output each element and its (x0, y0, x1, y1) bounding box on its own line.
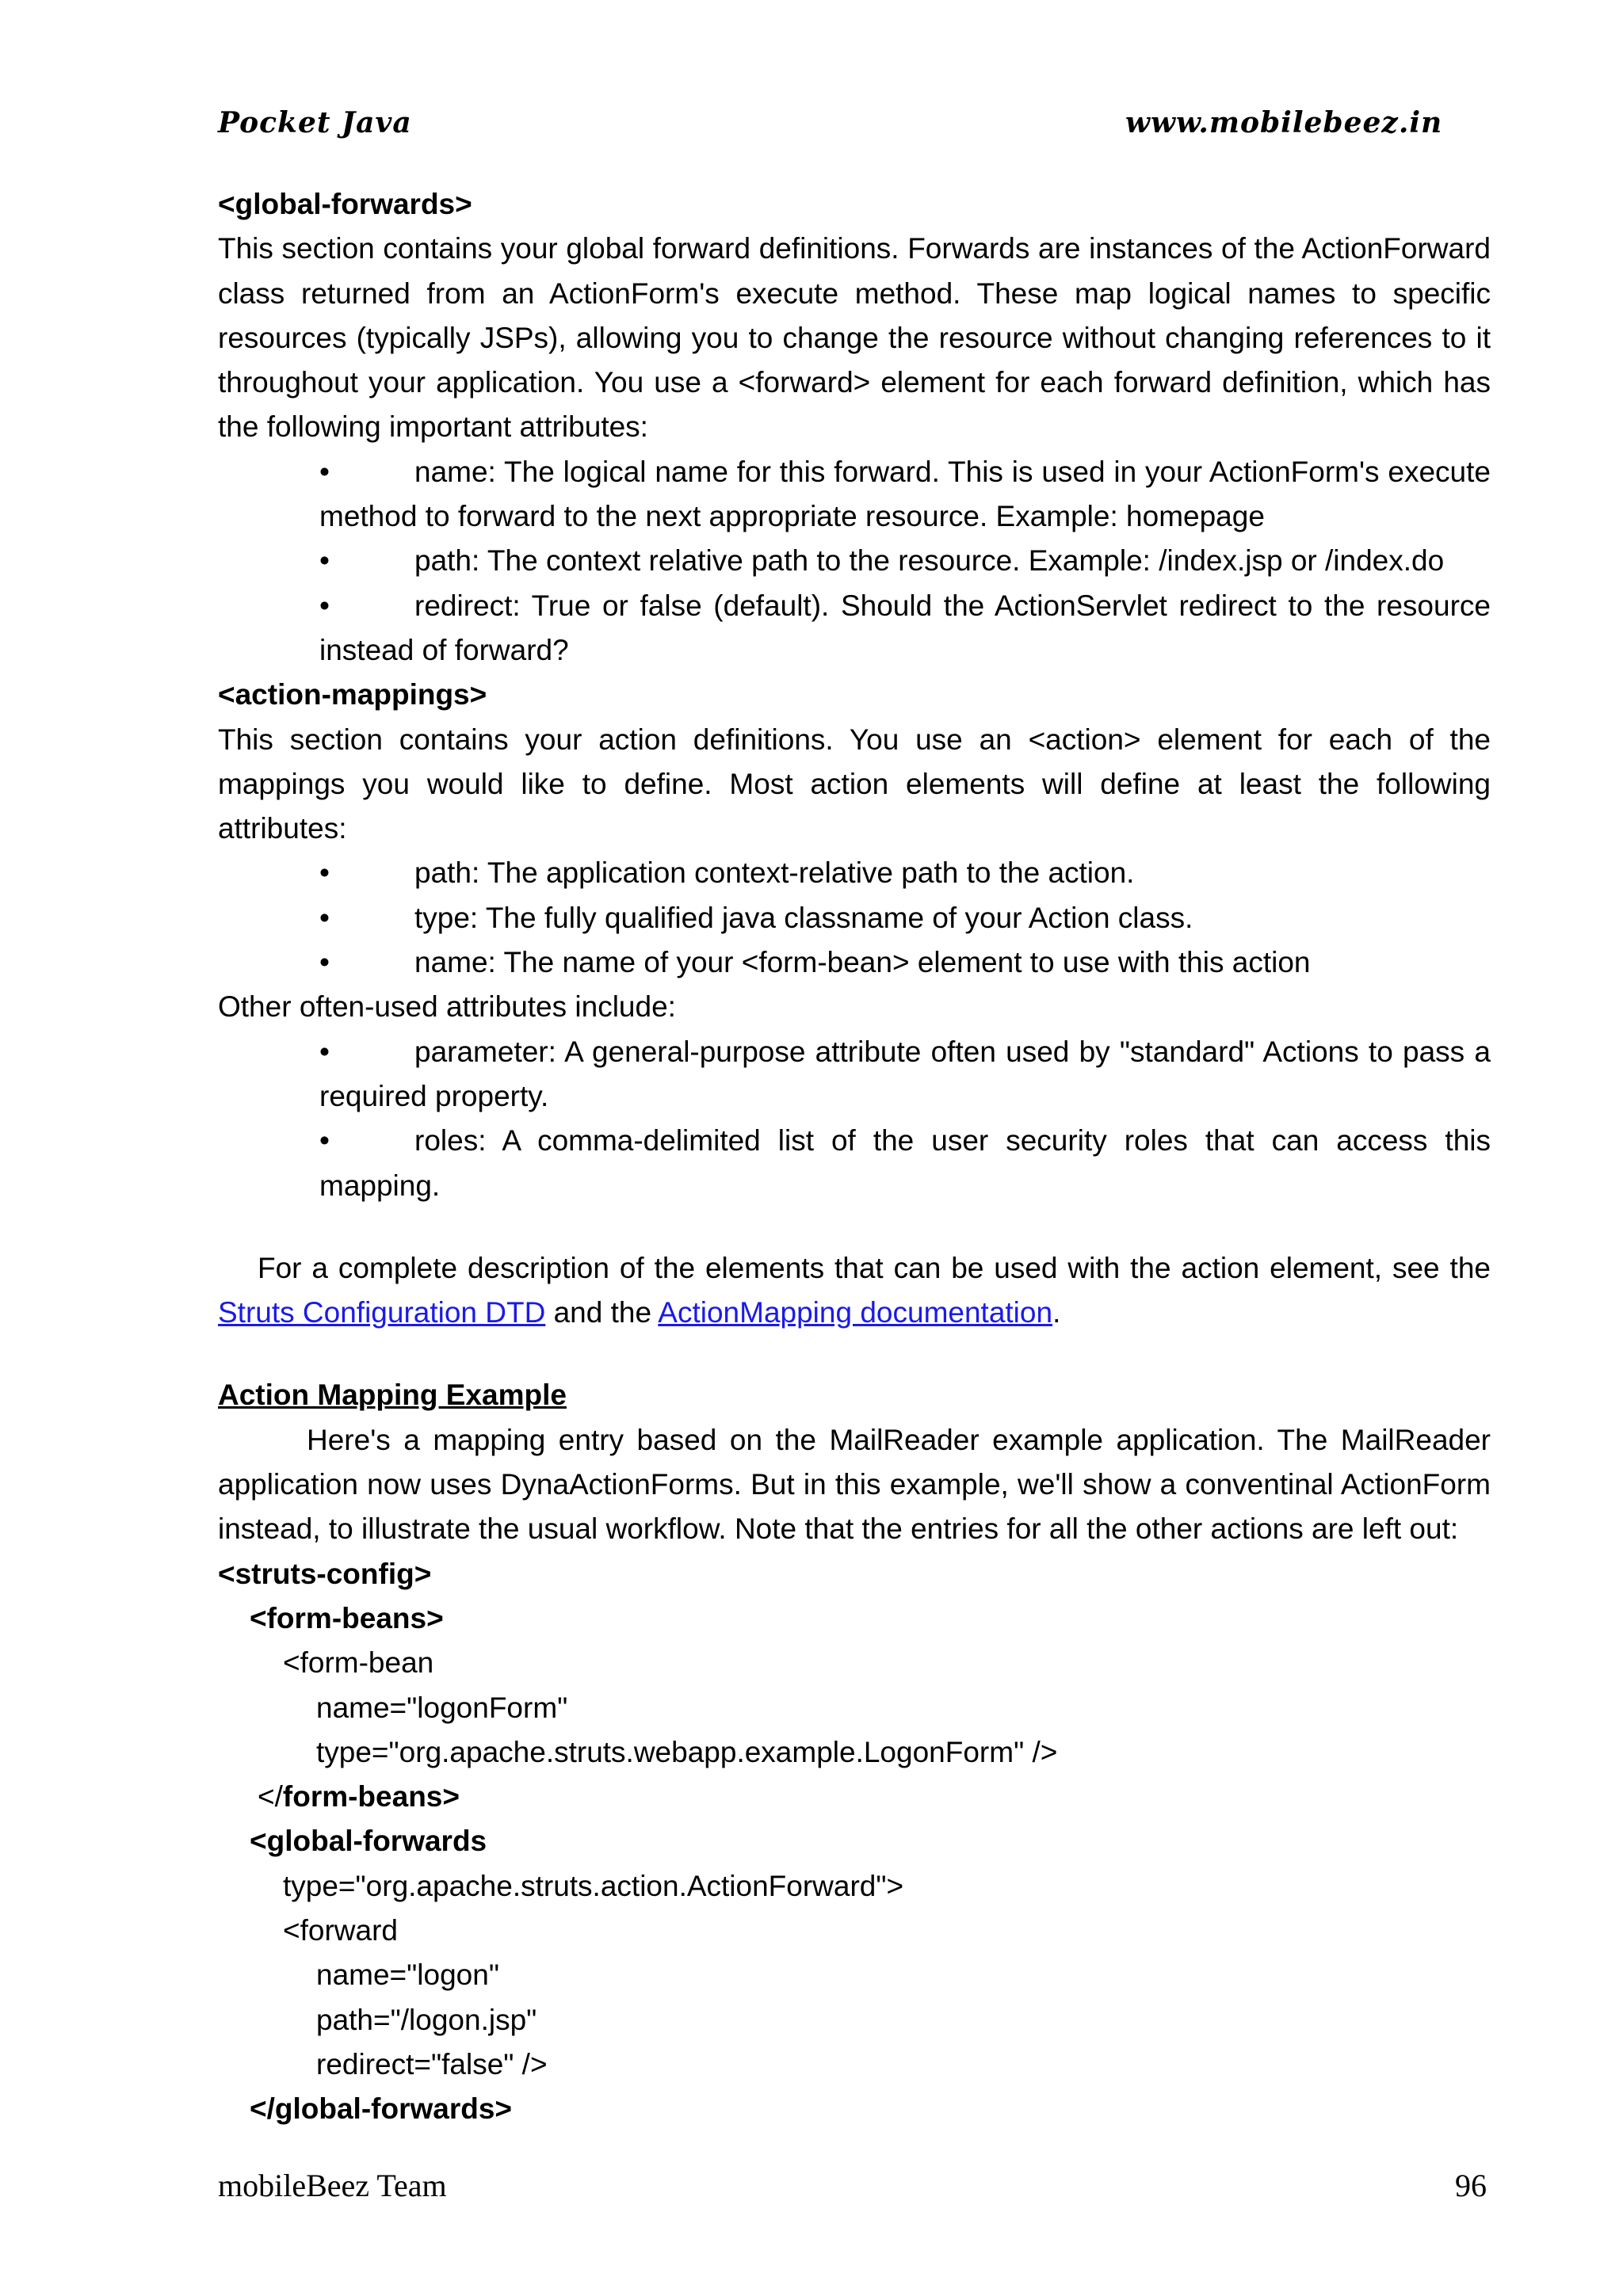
code-block (218, 1552, 1491, 2132)
code-line: </global-forwards> (250, 2092, 513, 2126)
code-line: </form-beans> (258, 1780, 460, 1814)
bullet-icon: • (319, 1035, 330, 1068)
code-line: redirect="false" /> (316, 2047, 548, 2081)
bullet-icon: • (319, 901, 330, 934)
code-line: <form-bean (283, 1646, 434, 1680)
page-number: 96 (1455, 2168, 1487, 2203)
other-attributes-intro: Other often-used attributes include: (218, 990, 676, 1024)
list-item: • parameter: A general-purpose attribute often used by "standard" Actions to pass a required property. (319, 1030, 1491, 1119)
spacer (218, 1335, 1491, 1373)
code-line: type="org.apache.struts.webapp.example.LogonForm" /> (316, 1735, 1058, 1768)
list-item: • type: The fully qualified java classname of your Action class. (319, 896, 1491, 940)
actionmapping-documentation-link[interactable]: ActionMapping documentation (658, 1296, 1053, 1329)
section-title: Action Mapping Example (218, 1379, 567, 1412)
bullet-icon: • (319, 856, 330, 890)
spacer (218, 1208, 1491, 1246)
bullet-icon: • (319, 946, 330, 979)
bullet-icon: • (319, 589, 330, 622)
global-forwards-intro: This section contains your global forward definitions. Forwards are instances of the ActionForward class returned from an ActionForm's execute method. These map logical names to specific resources (typically JSPs), allowing you to change the resource without changing references to it throughout your application. You use a <forward> element for each forward definition, which has the following important attributes: (218, 232, 1491, 444)
page-content (218, 182, 1491, 2131)
code-line: path="/logon.jsp" (316, 2003, 537, 2036)
code-line: name="logonForm" (316, 1691, 568, 1724)
complete-description-paragraph: For a complete description of the elements that can be used with the action element, see the Struts Configuration DTD and the ActionMapping documentation. (218, 1251, 1491, 1329)
code-line: <global-forwards (250, 1825, 487, 1858)
bullet-icon: • (319, 544, 330, 578)
list-item: • name: The name of your <form-bean> element to use with this action (319, 940, 1491, 985)
bullet-icon: • (319, 455, 330, 488)
code-line: type="org.apache.struts.action.ActionForward"> (283, 1869, 904, 1902)
bullet-icon: • (319, 1124, 330, 1158)
list-item: • path: The application context-relative path to the action. (319, 851, 1491, 895)
code-line: <struts-config> (218, 1557, 432, 1590)
list-item: • redirect: True or false (default). Should the ActionServlet redirect to the resource instead of forward? (319, 584, 1491, 673)
struts-config-dtd-link[interactable]: Struts Configuration DTD (218, 1296, 546, 1329)
code-line: name="logon" (316, 1958, 499, 1992)
action-mappings-heading: <action-mappings> (218, 678, 487, 711)
list-item: • path: The context relative path to the resource. Example: /index.jsp or /index.do (319, 539, 1491, 583)
list-item: • roles: A comma-delimited list of the user security roles that can access this mapping. (319, 1119, 1491, 1208)
example-intro: Here's a mapping entry based on the MailReader example application. The MailReader application now uses DynaActionForms. But in this example, we'll show a conventinal ActionForm instead, to illustrate the usual workflow. Note that the entries for all the other actions are left out: (218, 1423, 1491, 1546)
action-mappings-intro: This section contains your action definitions. You use an <action> element for each of the mappings you would like to define. Most action elements will define at least the following attributes: (218, 723, 1491, 845)
code-line: <form-beans> (250, 1601, 444, 1634)
global-forwards-heading: <global-forwards> (218, 188, 472, 220)
header-website: www.mobilebeez.in (1125, 106, 1443, 139)
list-item: • name: The logical name for this forward. This is used in your ActionForm's execute method to forward to the next appropriate resource. Example: homepage (319, 450, 1491, 540)
code-line: <forward (283, 1913, 398, 1947)
header-title: Pocket Java (218, 106, 412, 139)
footer-team: mobileBeez Team (218, 2168, 447, 2203)
